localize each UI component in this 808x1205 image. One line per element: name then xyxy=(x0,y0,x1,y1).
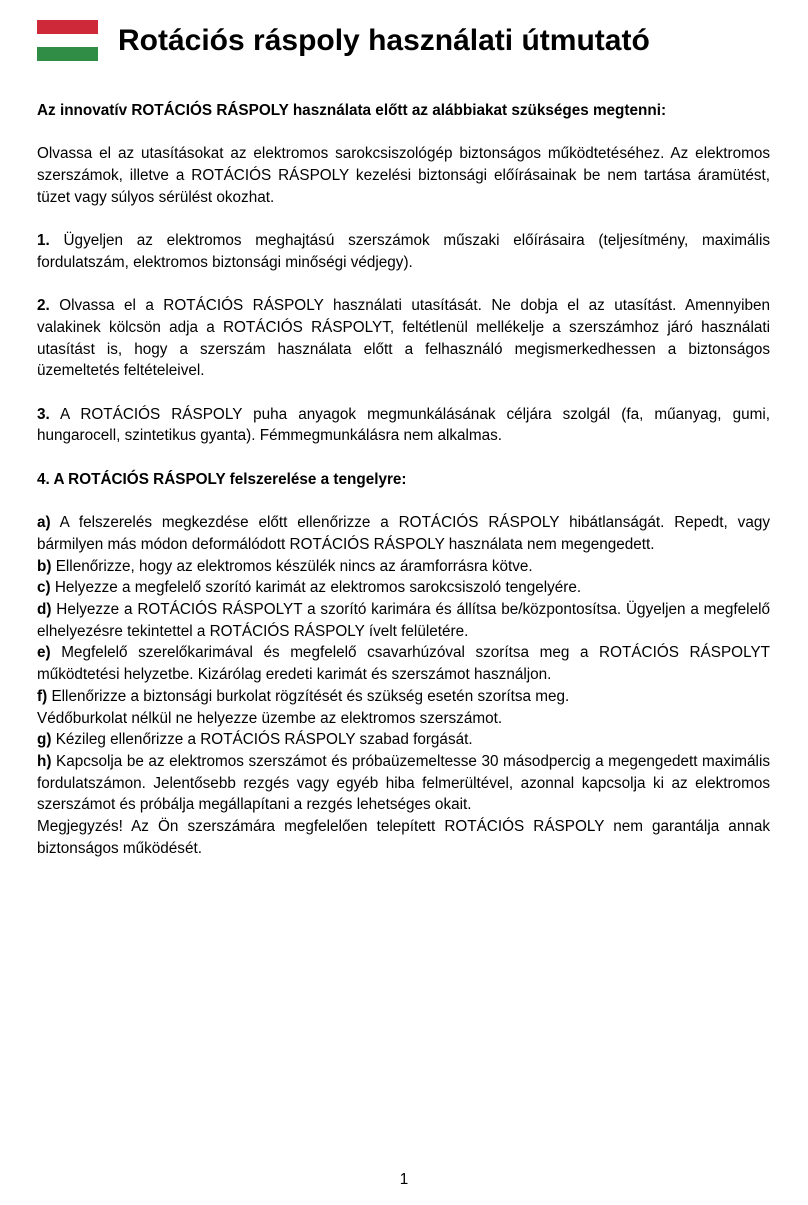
step-text: Kézileg ellenőrizze a ROTÁCIÓS RÁSPOLY szabad forgását. xyxy=(51,731,473,749)
step-letter: a) xyxy=(37,514,51,532)
step-c xyxy=(37,577,770,599)
intro-heading: Az innovatív ROTÁCIÓS RÁSPOLY használata előtt az alábbiakat szükséges megtenni: xyxy=(37,102,667,119)
step-letter: f) xyxy=(37,687,48,705)
step-f xyxy=(37,686,770,708)
section-4-heading: 4. A ROTÁCIÓS RÁSPOLY felszerelése a tengelyre: xyxy=(37,470,407,488)
flag-green-stripe xyxy=(37,47,98,61)
step-text: Helyezze a megfelelő szorító karimát az elektromos sarokcsiszoló tengelyére. xyxy=(50,579,582,597)
step-letter: b) xyxy=(37,557,52,575)
step-d xyxy=(37,599,770,642)
list-item-3 xyxy=(37,404,770,447)
step-e xyxy=(37,642,770,685)
document-body xyxy=(37,100,770,860)
hungarian-flag-icon xyxy=(37,20,98,61)
step-text: Kapcsolja be az elektromos szerszámot és próbaüzemeltesse 30 másodpercig a megengedett maximális fordulatszámon. Jelentősebb rezgés vagy egyéb hiba felmerültével, azonnal kapcsolja ki az elektromos szerszámot és próbálja megállapítani a rezgés lehetséges okait. xyxy=(37,753,770,814)
step-letter: c) xyxy=(37,579,51,597)
step-letter: g) xyxy=(37,731,52,749)
step-text: Ellenőrizze, hogy az elektromos készülék nincs az áramforrásra kötve. xyxy=(51,557,533,575)
flag-red-stripe xyxy=(37,20,98,34)
page-number: 1 xyxy=(399,1171,409,1188)
item-text: Olvassa el a ROTÁCIÓS RÁSPOLY használati utasítását. Ne dobja el az utasítást. Amennyiben valakinek kölcsön adja a ROTÁCIÓS RÁSPOLYT, feltétlenül mellékelje a szerszámhoz járó használati utasítást is, hogy a szerszám használata előtt a felhasználó megismerkedhessen a biztonságos üzemeltetés feltételeivel. xyxy=(37,297,770,380)
list-item-1 xyxy=(37,230,770,273)
item-number: 1. xyxy=(37,232,50,250)
guard-note: Védőburkolat nélkül ne helyezze üzembe az elektromos szerszámot. xyxy=(37,709,503,727)
step-text: Helyezze a ROTÁCIÓS RÁSPOLYT a szorító karimára és állítsa be/központosítsa. Ügyeljen a megfelelő elhelyezésre tekintettel a ROTÁCIÓS RÁSPOLY ívelt felületére. xyxy=(37,601,770,640)
step-a xyxy=(37,512,770,555)
item-number: 2. xyxy=(37,297,50,315)
intro-paragraph: Olvassa el az utasításokat az elektromos sarokcsiszológép biztonságos működtetéséhez. Az elektromos szerszámok, illetve a ROTÁCIÓS RÁSPOLY kezelési biztonsági előírásainak be nem tartása áramütést, tüzet vagy súlyos sérülést okozhat. xyxy=(37,145,770,206)
step-g xyxy=(37,729,770,751)
step-letter: d) xyxy=(37,601,52,619)
step-h xyxy=(37,751,770,816)
step-b xyxy=(37,556,770,578)
step-text: Megfelelő szerelőkarimával és megfelelő csavarhúzóval szorítsa meg a ROTÁCIÓS RÁSPOLYT működtetési helyzetbe. Kizárólag eredeti karimát és szerszámot használjon. xyxy=(37,644,770,684)
flag-white-stripe xyxy=(37,34,98,48)
item-number: 3. xyxy=(37,405,50,423)
step-letter: e) xyxy=(37,644,51,662)
step-text: Ellenőrizze a biztonsági burkolat rögzítését és szükség esetén szorítsa meg. xyxy=(47,687,570,705)
step-text: A felszerelés megkezdése előtt ellenőrizze a ROTÁCIÓS RÁSPOLY hibátlanságát. Repedt, vagy bármilyen más módon deformálódott ROTÁCIÓS RÁSPOLY használata nem megengedett. xyxy=(37,514,770,553)
item-text: Ügyeljen az elektromos meghajtású szerszámok műszaki előírásaira (teljesítmény, maximális fordulatszám, elektromos biztonsági minőségi védjegy). xyxy=(37,232,770,271)
step-letter: h) xyxy=(37,753,52,770)
remark: Megjegyzés! Az Ön szerszámára megfelelően telepített ROTÁCIÓS RÁSPOLY nem garantálja annak biztonságos működését. xyxy=(37,818,770,857)
page-title: Rotációs ráspoly használati útmutató xyxy=(118,24,650,57)
item-text: A ROTÁCIÓS RÁSPOLY puha anyagok megmunkálásának céljára szolgál (fa, műanyag, gumi, hungarocell, szintetikus gyanta). Fémmegmunkálásra nem alkalmas. xyxy=(37,405,770,445)
list-item-2 xyxy=(37,295,770,382)
